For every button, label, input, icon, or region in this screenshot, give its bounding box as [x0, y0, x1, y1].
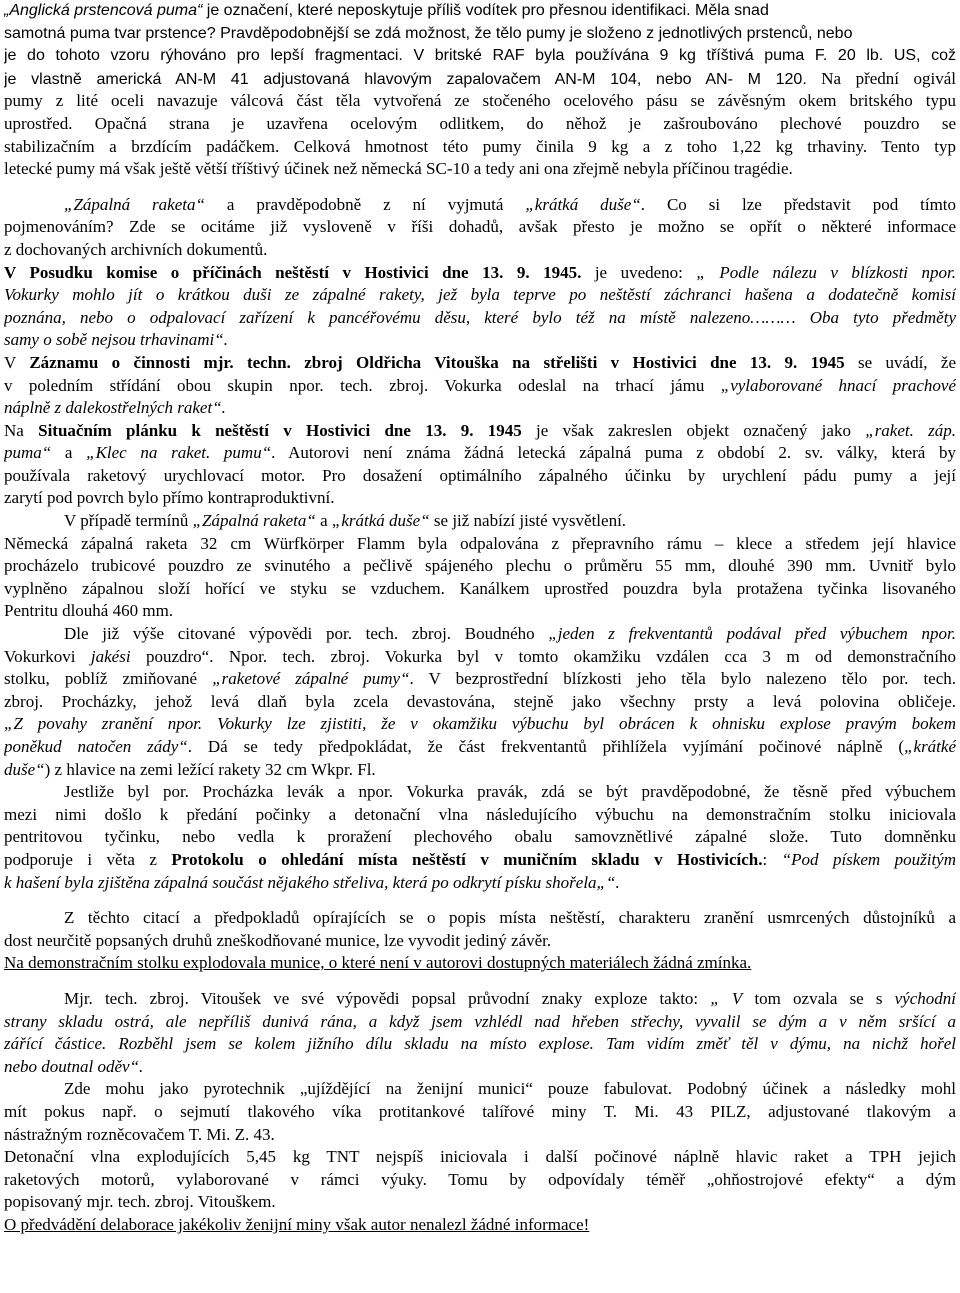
text-line: z dochovaných archivních dokumentů.	[4, 239, 268, 259]
paragraph-explanation	[4, 510, 956, 533]
text-line: mít pokus např. o sejmutí tlakového víka protitankové talířové miny T. Mi. 43 PILZ, adjustované tlakovým a	[4, 1101, 956, 1121]
text-line: je do tohoto vzoru rýhováno pro lepší fragmentaci. V britské RAF byla používána 9 kg tříštivá puma F. 20 lb. US, což	[4, 47, 956, 65]
paragraph-gap	[4, 975, 956, 988]
text-line: poznána, nebo o odpalovací zařízení k pancéřovému děsu, které bylo též na místě nalezeno……… Oba tyto předměty	[4, 307, 956, 327]
paragraph-explosion-description	[4, 988, 956, 1078]
text-line: zářící částice. Rozběhl jsem se kolem jižního dílu skladu na místo explose. Tam vidím změť těl v dýmu, na nichž hořel	[4, 1034, 956, 1054]
text-line: poněkud natočen zády“. Dá se tedy předpokládat, že část frekventantů přihlížela vyjímání počinové náplně („krátké	[4, 737, 956, 756]
text-line: náplně z dalekostřelných raket“.	[4, 398, 226, 418]
text-line: dost neurčitě popsaných druhů zneškodňované munice, lze vyvodit jediný závěr.	[4, 930, 552, 950]
paragraph-detonation-wave	[4, 1146, 956, 1214]
text-line: Na Situačním plánku k neštěstí v Hostivici dne 13. 9. 1945 je však zakreslen objekt označený jako „raket. záp.	[4, 420, 956, 440]
text-line: V případě termínů „Zápalná raketa“ a „krátká duše“ se již nabízí jisté vysvětlení.	[64, 511, 627, 531]
text-line: pumy z lité oceli navazuje válcová část těla vytvořená ze stočeného ocelového pásu se závěsným okem britského typu	[4, 91, 956, 111]
text-line: samotná puma tvar prstence? Pravděpodobnější se zdá možnost, že tělo pumy je složeno z jednotlivých prstenců, nebo	[4, 24, 853, 42]
text-line: popisovaný mjr. tech. zbroj. Vitouškem.	[4, 1192, 276, 1212]
text-line: V Záznamu o činnosti mjr. techn. zbroj Oldřicha Vitouška na střelišti v Hostivici dne 13. 9. 1945 se uvádí, že	[4, 352, 956, 372]
text-line: je vlastně americká AN-M 41 adjustovaná hlavovým zapalovačem AN-M 104, nebo AN- M 120. Na přední ogivál	[4, 68, 956, 88]
text-line: zarytí pod povrch bylo přímo kontraproduktivní.	[4, 488, 335, 508]
text-line: Jestliže byl por. Procházka levák a npor. Vokurka pravák, zdá se být pravděpodobné, že těsně před výbuchem	[64, 782, 956, 802]
text-line: puma“ a „Klec na raket. pumu“. Autorovi není známa žádná letecká zápalná puma z období 2. sv. války, která by	[4, 443, 956, 463]
text-line: V Posudku komise o příčinách neštěstí v Hostivici dne 13. 9. 1945. je uvedeno: „ Podle nálezu v blízkosti npor.	[4, 262, 956, 282]
text-line: vyplněno zápalnou složí hořící ve styku se vzduchem. Kanálkem uprostřed pouzdra byla protažena tyčinka lisovaného	[4, 578, 956, 598]
paragraph-pyrotechnician	[4, 1078, 956, 1146]
text-line: Vokurky mohlo jít o krátkou duši ze zápalné rakety, jež byla teprve po neštěstí záchranci hašena a dodatečně komisí	[4, 285, 956, 305]
text-line: pojmenováním? Zde se ocitáme již vysloveně v říši dohadů, avšak přesto je možno se opřít o některé informace	[4, 217, 956, 237]
text-line: Pentritu dlouhá 460 mm.	[4, 601, 174, 621]
text-line: zbroj. Procházky, jehož levá dlaň byla zcela devastována, stejně jako všechny prsty a levá polovina obličeje.	[4, 691, 956, 711]
text-line: duše“) z hlavice na zemi ležící rakety 32 cm Wkpr. Fl.	[4, 759, 376, 779]
text-line: strany skladu ostrá, ale nepříliš dunivá rána, a když jsem vzhlédl nad hřeben střechy, vyvalil se dým a v něm sršící a	[4, 1011, 956, 1031]
text-line: stolku, poblíž zmiňované „raketové zápalné pumy“. V bezprostřední blízkosti jeho těla bylo nalezeno tělo por. tech.	[4, 669, 956, 689]
paragraph-gap	[4, 181, 956, 194]
text-line: Německá zápalná raketa 32 cm Würfkörper Flamm byla odpalována z přepravního rámu – klece a středem její hlavice	[4, 533, 956, 553]
paragraph-boudny-testimony	[4, 623, 956, 781]
text-line: nástražným rozněcovačem T. Mi. Z. 43.	[4, 1124, 275, 1144]
text-line: samy o sobě nejsou trhavinami“.	[4, 330, 228, 350]
paragraph-incendiary-rocket	[4, 194, 956, 262]
text-line: Detonační vlna explodujících 5,45 kg TNT nejspíš iniciovala i další počinové náplně hlavic raket a TPH jejich	[4, 1147, 956, 1167]
paragraph-conclusion	[4, 907, 956, 975]
text-line: Mjr. tech. zbroj. Vitoušek ve své výpovědi popsal průvodní znaky exploze takto: „ V tom ozvala se s východní	[64, 988, 956, 1008]
text-line: raketových motorů, vylaborované v rámci výuky. Tomu by odpovídaly téměř „ohňostrojové efekty“ a dým	[4, 1169, 956, 1189]
text-line: Dle již výše citované výpovědi por. tech. zbroj. Boudného „jeden z frekventantů podával před výbuchem npor.	[64, 624, 956, 644]
paragraph-gap	[4, 894, 956, 907]
text-line: podporuje i věta z Protokolu o ohledání místa neštěstí v muničním skladu v Hostivicích.: “Pod pískem použitým	[4, 849, 956, 869]
text-line: používala raketový urychlovací motor. Pro dosažení optimálního zápalného účinku by urychlení pádu pumy a její	[4, 465, 956, 485]
text-line: Zde mohu jako pyrotechnik „ujíždějící na ženijní munici“ pouze fabulovat. Podobný účinek a následky mohl	[64, 1079, 956, 1099]
text-line: Z těchto citací a předpokladů opírajících se o popis místa neštěstí, charakteru zranění usmrcených důstojníků a	[64, 908, 956, 928]
paragraph-hypothesis	[4, 781, 956, 894]
text-line: „Zápalná raketa“ a pravděpodobně z ní vyjmutá „krátká duše“. Co si lze představit pod tímto	[64, 194, 956, 214]
final-statement: O předvádění delaborace jakékoliv ženijní miny však autor nenalezl žádné informace!	[4, 1214, 590, 1234]
text-line: pentritovou tyčinku, nebo vedla k proražení plechového obalu samovznětlivé zápalné slože. Tuto domněnku	[4, 827, 956, 847]
text-line: mezi nimi došlo k předání počinky a detonační vlna následujícího výbuchu na demonstračním stolku iniciovala	[4, 804, 956, 824]
text-line: k hašení byla zjištěna zápalná součást nějakého střeliva, která po odkrytí písku shořela„“.	[4, 872, 620, 892]
conclusion-statement: Na demonstračním stolku explodovala munice, o které není v autorovi dostupných materiálech žádná zmínka.	[4, 953, 752, 973]
text-line: stabilizačním a brzdícím padáčkem. Celková hmotnost této pumy činila 9 kg a z toho 1,22 kg trhaviny. Tento typ	[4, 136, 956, 156]
paragraph-situation-plan	[4, 420, 956, 510]
text-line: v poledním střídání obou skupin npor. tech. zbroj. Vokurka odeslal na trhací jámu „vylaborované hnací prachové	[4, 375, 956, 395]
text-line: „Anglická prstencová puma“ je označení, které neposkytuje příliš vodítek pro přesnou identifikaci. Měla snad	[4, 2, 769, 19]
text-line: procházelo trubicové pouzdro ze svinutého a pečlivě spájeného plechu o průměru 55 mm, dlouhé 390 mm. Uvnitř bylo	[4, 556, 956, 576]
paragraph-ring-bomb	[4, 0, 956, 181]
paragraph-vitousek-record	[4, 352, 956, 420]
text-line: Vokurkovi jakési pouzdro“. Npor. tech. zbroj. Vokurka byl v tomto okamžiku vzdálen cca 3 m od demonstračního	[4, 646, 956, 666]
document-page	[4, 0, 956, 1236]
text-line: uprostřed. Opačná strana je uzavřena ocelovým odlitkem, do něhož je zašroubováno plechové pouzdro se	[4, 113, 956, 133]
paragraph-commission-report	[4, 262, 956, 352]
text-line: nebo doutnal oděv“.	[4, 1056, 144, 1076]
text-line: letecké pumy má však ještě větší tříštivý účinek než německá SC-10 a tedy ani ona zřejmě nebyla příčinou tragédie.	[4, 159, 793, 179]
text-line: „Z povahy zranění npor. Vokurky lze zjistiti, že v okamžiku výbuchu byl obrácen k ohnisku explose pravým bokem	[4, 714, 956, 734]
paragraph-german-rocket	[4, 533, 956, 623]
